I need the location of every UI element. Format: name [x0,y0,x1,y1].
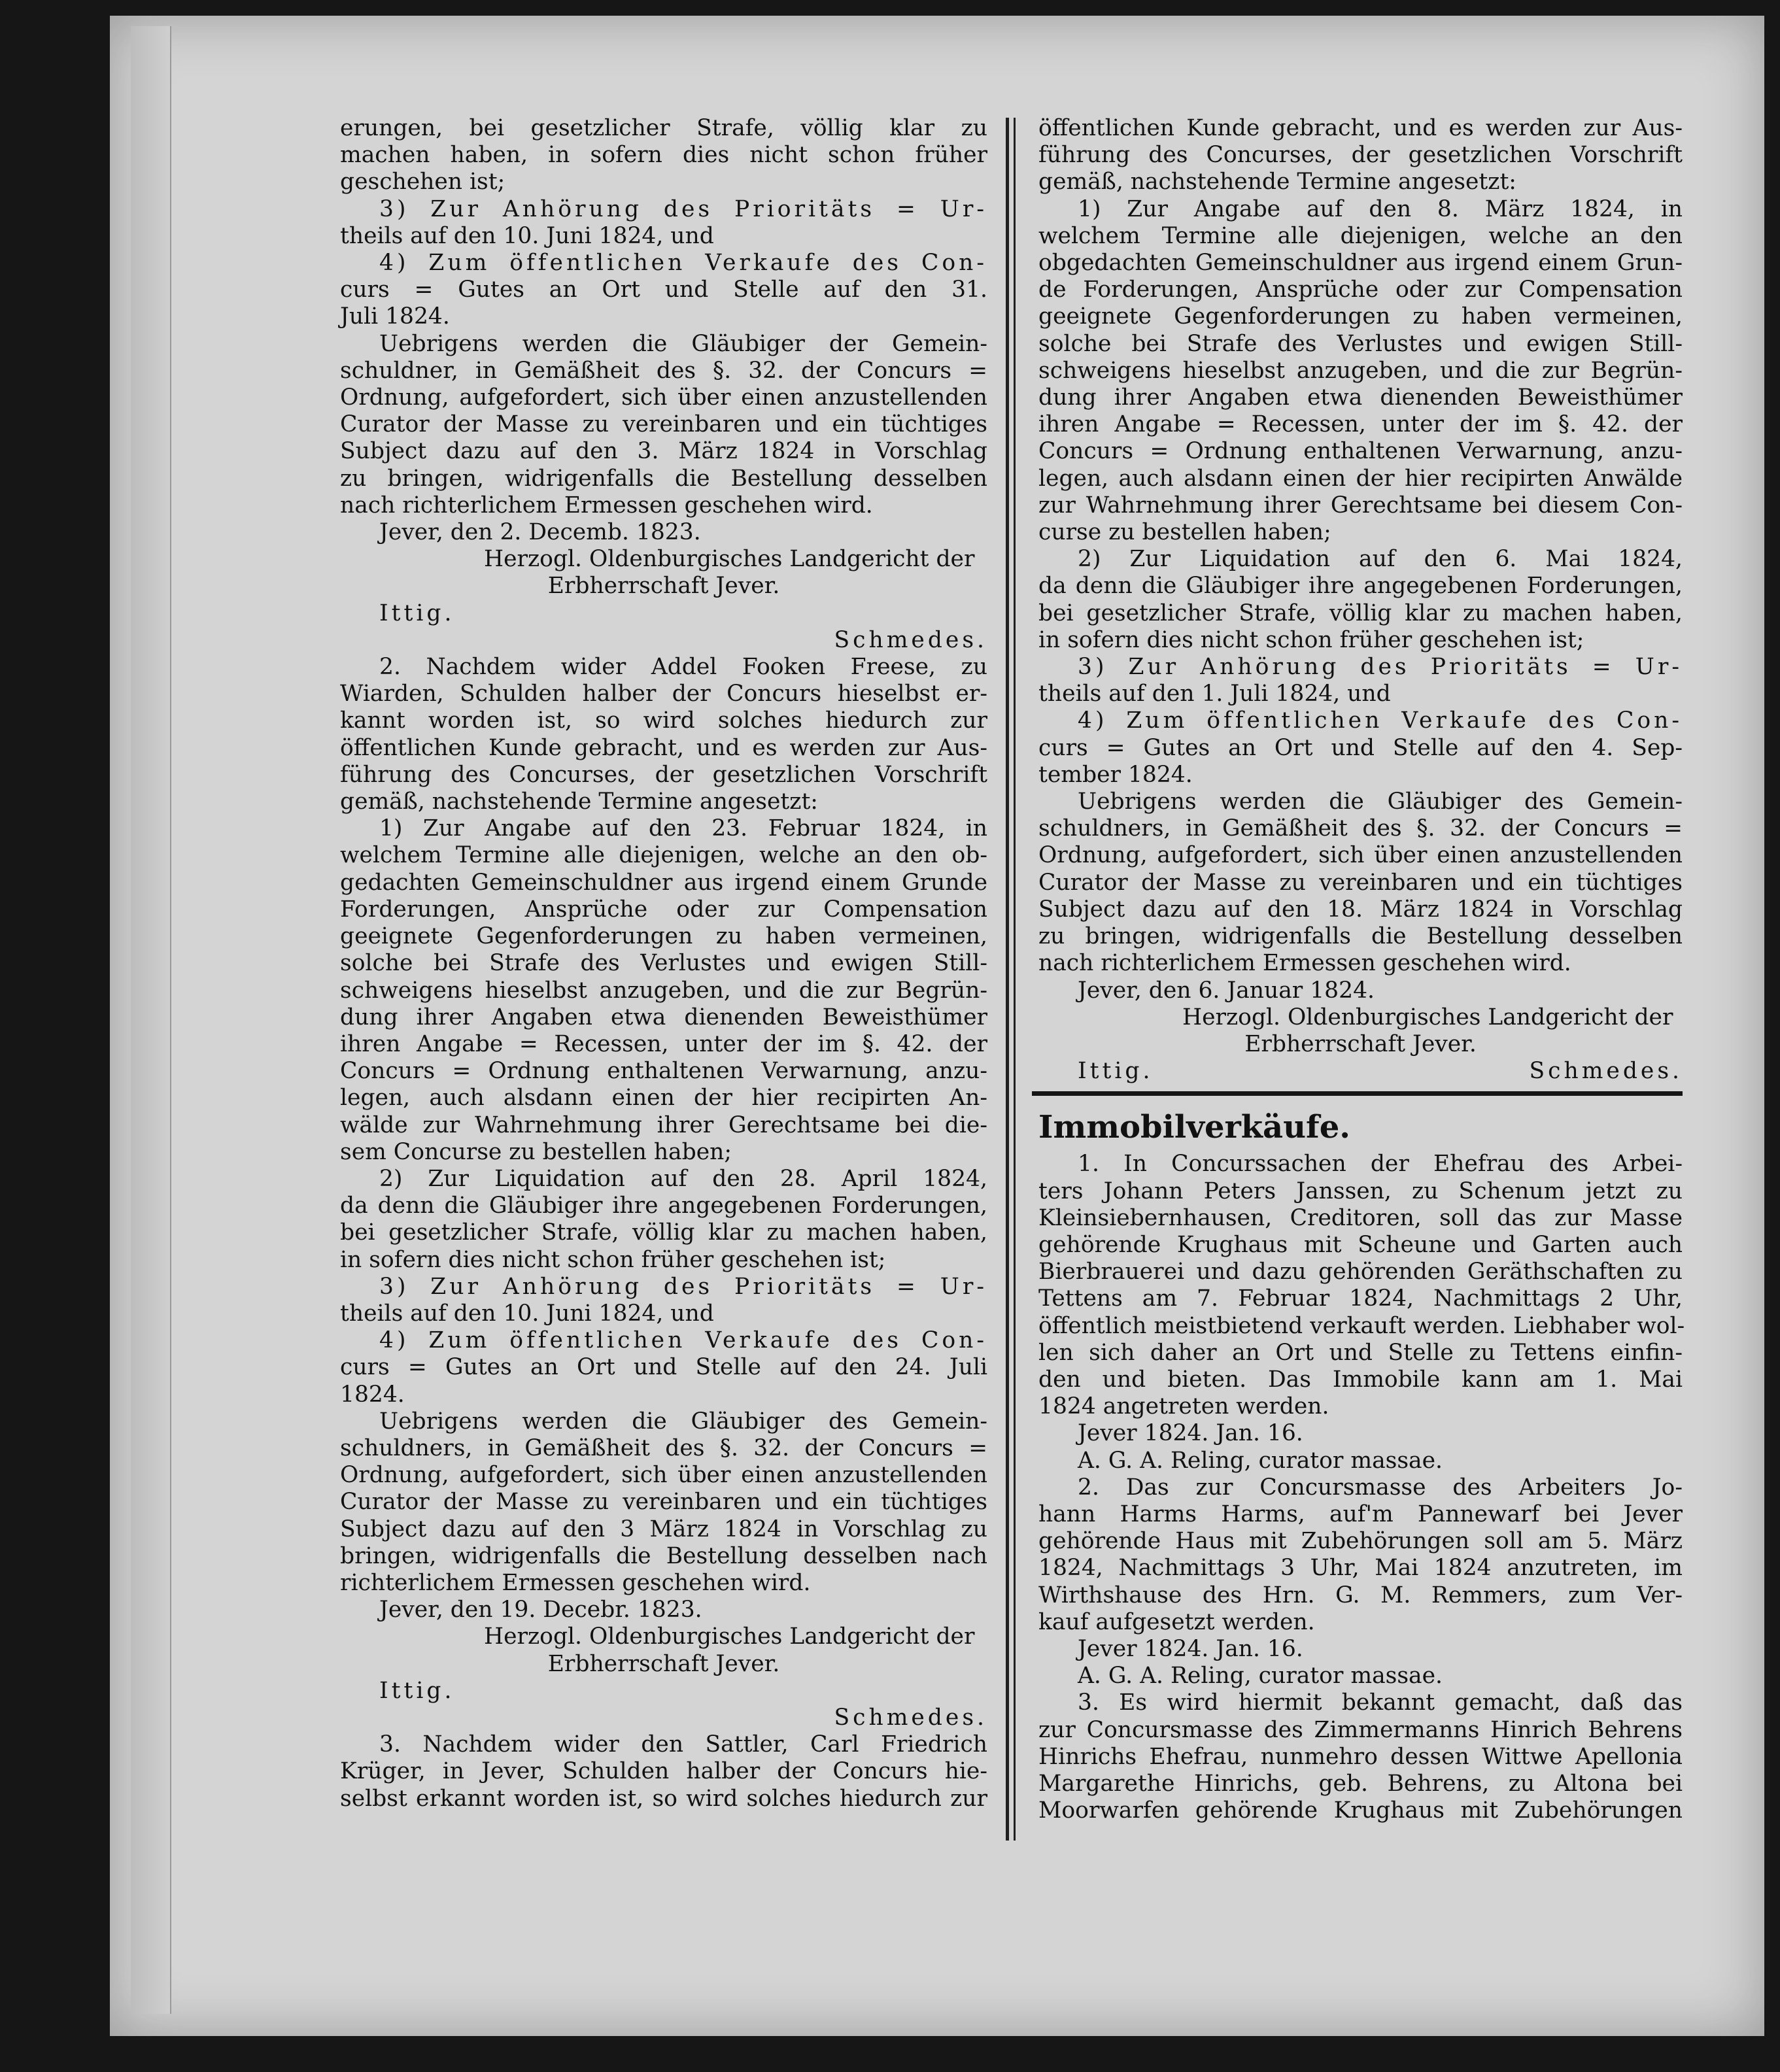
text-line: Erbherrschaft Jever. [547,573,780,600]
text-line: bei gesetzlicher Strafe, völlig klar zu machen haben, [340,1219,987,1246]
left-text-column [340,115,987,1812]
text-line: solche bei Strafe des Verlustes und ewigen Still- [340,950,987,977]
text-line: Concurs = Ordnung enthaltenen Verwarnung, anzu- [340,1058,987,1085]
text-line: obgedachten Gemeinschuldner aus irgend einem Grun- [1038,250,1683,277]
text-line: Herzogl. Oldenburgisches Landgericht der [1182,1004,1673,1030]
column-divider-thick [1006,118,1009,1841]
text-line: da denn die Gläubiger ihre angegebenen Forderungen, [340,1193,987,1219]
text-line: Subject dazu auf den 18. März 1824 in Vorschlag [1038,896,1683,923]
text-line: legen, auch alsdann einen der hier recipirten Anwälde [1038,465,1683,492]
text-line: gehörende Krughaus mit Scheune und Garten auch [1038,1231,1683,1258]
text-line: solche bei Strafe des Verlustes und ewigen Still- [1038,330,1683,357]
text-line: legen, auch alsdann einen der hier recipirten An- [340,1085,987,1112]
text-line: curs = Gutes an Ort und Stelle auf den 4. Sep- [1038,734,1683,761]
text-line: gemäß, nachstehende Termine angesetzt: [340,789,818,815]
text-line: Forderungen, Ansprüche oder zur Compensation [340,896,987,923]
text-line: 3) Zur Anhörung des Prioritäts = Ur- [379,1273,987,1300]
text-line: Jever, den 2. Decemb. 1823. [379,519,701,546]
signature-line [340,627,987,654]
text-line: führung des Concurses, der gesetzlichen Vorschrift [340,761,987,788]
text-line: machen haben, in sofern dies nicht schon früher [340,142,987,169]
text-line: den und bieten. Das Immobile kann am 1. Mai [1038,1366,1683,1393]
section-heading: Immobilverkäufe. [1038,1109,1350,1146]
text-line: öffentlichen Kunde gebracht, und es werden zur Aus- [1038,115,1683,141]
text-line: Uebrigens werden die Gläubiger der Gemein- [379,330,987,357]
signature-name: Ittig. [1078,1058,1154,1085]
text-line: theils auf den 1. Juli 1824, und [1038,681,1391,707]
text-line: geeignete Gegenforderungen zu haben vermeinen, [1038,303,1683,330]
text-line: Ordnung, aufgefordert, sich über einen anzustellenden [1038,842,1683,869]
text-line: selbst erkannt worden ist, so wird solches hiedurch zur [340,1785,987,1812]
text-line: Hinrichs Ehefrau, nunmehro dessen Wittwe Apellonia [1038,1743,1683,1770]
text-line: Kleinsiebernhausen, Creditoren, soll das zur Masse [1038,1204,1683,1231]
text-line: A. G. A. Reling, curator massae. [1078,1663,1443,1690]
text-line: Moorwarfen gehörende Krughaus mit Zubehörungen [1038,1797,1683,1824]
text-line: tember 1824. [1038,761,1193,788]
text-line: 3. Nachdem wider den Sattler, Carl Friedrich [379,1731,987,1758]
text-line: Concurs = Ordnung enthaltenen Verwarnung, anzu- [1038,438,1683,465]
text-line: bei gesetzlicher Strafe, völlig klar zu machen haben, [1038,600,1683,626]
text-line: Uebrigens werden die Gläubiger des Gemein- [379,1408,987,1435]
text-line: zur Concursmasse des Zimmermanns Hinrich Behrens [1038,1716,1683,1743]
text-line: Jever, den 19. Decebr. 1823. [379,1597,702,1623]
text-line: Margarethe Hinrichs, geb. Behrens, zu Altona bei [1038,1770,1683,1797]
text-line: gemäß, nachstehende Termine angesetzt: [1038,169,1516,195]
text-line: 4) Zum öffentlichen Verkaufe des Con- [1078,707,1683,734]
text-line: 1824 angetreten werden. [1038,1393,1329,1420]
signature-line [340,1678,987,1705]
text-line: schweigens hieselbst anzugeben, und die zur Begrün- [340,977,987,1004]
text-line: Erbherrschaft Jever. [1244,1030,1477,1057]
text-line: curs = Gutes an Ort und Stelle auf den 31. [340,277,987,303]
text-line: A. G. A. Reling, curator massae. [1078,1447,1443,1474]
text-line: Erbherrschaft Jever. [547,1650,780,1677]
text-line: Uebrigens werden die Gläubiger des Gemein- [1078,789,1683,815]
text-line: 4) Zum öffentlichen Verkaufe des Con- [379,250,987,277]
text-line: Subject dazu auf den 3. März 1824 in Vorschlag [340,438,987,465]
text-line: 4) Zum öffentlichen Verkaufe des Con- [379,1327,987,1354]
text-line: Juli 1824. [340,303,450,330]
text-line: geeignete Gegenforderungen zu haben vermeinen, [340,923,987,950]
text-line: 3) Zur Anhörung des Prioritäts = Ur- [379,195,987,222]
text-line: Wirthshause des Hrn. G. M. Remmers, zum Ver- [1038,1582,1683,1608]
text-line: theils auf den 10. Juni 1824, und [340,222,714,249]
signature-name: Schmedes. [834,626,987,653]
text-line: Bierbrauerei und dazu gehörenden Geräthschaften zu [1038,1259,1683,1285]
text-line: in sofern dies nicht schon früher geschehen ist; [340,1246,886,1273]
text-line: geschehen ist; [340,169,505,195]
text-line: öffentlich meistbietend verkauft werden. Liebhaber wol- [1038,1312,1685,1339]
text-line: in sofern dies nicht schon früher geschehen ist; [1038,626,1584,653]
text-line: zu bringen, widrigenfalls die Bestellung desselben [340,465,987,492]
page-edge-stack [131,26,171,2014]
text-line: Jever 1824. Jan. 16. [1078,1420,1303,1447]
text-line: Subject dazu auf den 3 März 1824 in Vorschlag zu [340,1516,987,1542]
text-line: öffentlichen Kunde gebracht, und es werden zur Aus- [340,734,987,761]
text-line: welchem Termine alle diejenigen, welche an den ob- [340,842,987,869]
text-line: nach richterlichem Ermessen geschehen wird. [340,492,873,518]
text-line: 1) Zur Angabe auf den 8. März 1824, in [1078,195,1683,222]
text-line: 3. Es wird hiermit bekannt gemacht, daß das [1078,1690,1683,1716]
text-line: curs = Gutes an Ort und Stelle auf den 24. Juli [340,1354,987,1381]
signature-name: Ittig. [379,600,455,626]
text-line: sem Concurse zu bestellen haben; [340,1138,732,1165]
signature-name: Ittig. [379,1677,455,1704]
text-line: schuldner, in Gemäßheit des §. 32. der Concurs = [340,357,987,384]
text-line: da denn die Gläubiger ihre angegebenen Forderungen, [1038,573,1683,600]
text-line: schweigens hieselbst anzugeben, und die zur Begrün- [1038,357,1683,384]
text-line: wälde zur Wahrnehmung ihrer Gerechtsame bei die- [340,1112,987,1138]
text-line: Herzogl. Oldenburgisches Landgericht der [484,546,975,573]
text-line: ihren Angabe = Recessen, unter der im §. 42. der [1038,411,1683,438]
text-line: Tettens am 7. Februar 1824, Nachmittags 2 Uhr, [1038,1285,1683,1312]
text-line: führung des Concurses, der gesetzlichen Vorschrift [1038,142,1683,169]
text-line: theils auf den 10. Juni 1824, und [340,1300,714,1327]
text-line: Ordnung, aufgefordert, sich über einen anzustellenden [340,1462,987,1489]
text-line: richterlichem Ermessen geschehen wird. [340,1569,811,1596]
text-line: Ordnung, aufgefordert, sich über einen anzustellenden [340,384,987,411]
text-line: zur Wahrnehmung ihrer Gerechtsame bei diesem Con- [1038,492,1683,518]
signature-name: Schmedes. [834,1704,987,1731]
text-line: Curator der Masse zu vereinbaren und ein tüchtiges [1038,869,1683,896]
signature-name: Schmedes. [1529,1058,1683,1085]
text-line: 2. Das zur Concursmasse des Arbeiters Jo- [1078,1474,1683,1501]
text-line: dung ihrer Angaben etwa dienenden Beweisthümer [340,1004,987,1030]
signature-line [340,600,987,627]
text-line: Jever 1824. Jan. 16. [1078,1635,1303,1662]
text-line: 2) Zur Liquidation auf den 6. Mai 1824, [1078,546,1683,573]
text-line: Krüger, in Jever, Schulden halber der Concurs hie- [340,1758,987,1785]
text-line: schuldners, in Gemäßheit des §. 32. der Concurs = [1038,815,1683,842]
text-line: 1) Zur Angabe auf den 23. Februar 1824, in [379,815,987,842]
text-line: gehörende Haus mit Zubehörungen soll am 5. März [1038,1528,1683,1555]
column-divider-thin [1014,118,1016,1841]
text-line: curse zu bestellen haben; [1038,519,1331,546]
text-line: gedachten Gemeinschuldner aus irgend einem Grunde [340,869,987,896]
text-line: Herzogl. Oldenburgisches Landgericht der [484,1623,975,1650]
text-line: 1824. [340,1381,405,1408]
text-line: hann Harms Harms, auf'm Pannewarf bei Jever [1038,1501,1683,1527]
text-line: erungen, bei gesetzlicher Strafe, völlig klar zu [340,115,987,141]
text-line: bringen, widrigenfalls die Bestellung desselben nach [340,1542,987,1569]
text-line: 2) Zur Liquidation auf den 28. April 1824, [379,1165,987,1192]
text-line: kannt worden ist, so wird solches hiedurch zur [340,707,987,734]
text-line: welchem Termine alle diejenigen, welche an den [1038,222,1683,249]
text-line: kauf aufgesetzt werden. [1038,1608,1315,1635]
text-line: Curator der Masse zu vereinbaren und ein tüchtiges [340,411,987,438]
text-line: Curator der Masse zu vereinbaren und ein tüchtiges [340,1489,987,1516]
text-line: 3) Zur Anhörung des Prioritäts = Ur- [1078,654,1683,681]
right-text-column [1038,115,1683,1824]
text-line: Wiarden, Schulden halber der Concurs hieselbst er- [340,681,987,707]
text-line: dung ihrer Angaben etwa dienenden Beweisthümer [1038,384,1683,411]
text-line: schuldners, in Gemäßheit des §. 32. der Concurs = [340,1435,987,1461]
text-line: Jever, den 6. Januar 1824. [1078,977,1375,1004]
text-line: 1824, Nachmittags 3 Uhr, Mai 1824 anzutreten, im [1038,1555,1683,1582]
text-line: len sich daher an Ort und Stelle zu Tettens einfin- [1038,1339,1683,1366]
signature-line [1038,1058,1683,1085]
text-line: de Forderungen, Ansprüche oder zur Compensation [1038,277,1683,303]
text-line: ihren Angabe = Recessen, unter der im §. 42. der [340,1030,987,1057]
section-rule [1032,1091,1683,1096]
text-line: 2. Nachdem wider Addel Fooken Freese, zu [379,654,987,681]
text-line: zu bringen, widrigenfalls die Bestellung desselben [1038,923,1683,950]
text-line: ters Johann Peters Janssen, zu Schenum jetzt zu [1038,1178,1683,1204]
signature-line [340,1705,987,1731]
text-line: nach richterlichem Ermessen geschehen wird. [1038,950,1571,977]
text-line: 1. In Concurssachen der Ehefrau des Arbei- [1078,1151,1683,1178]
